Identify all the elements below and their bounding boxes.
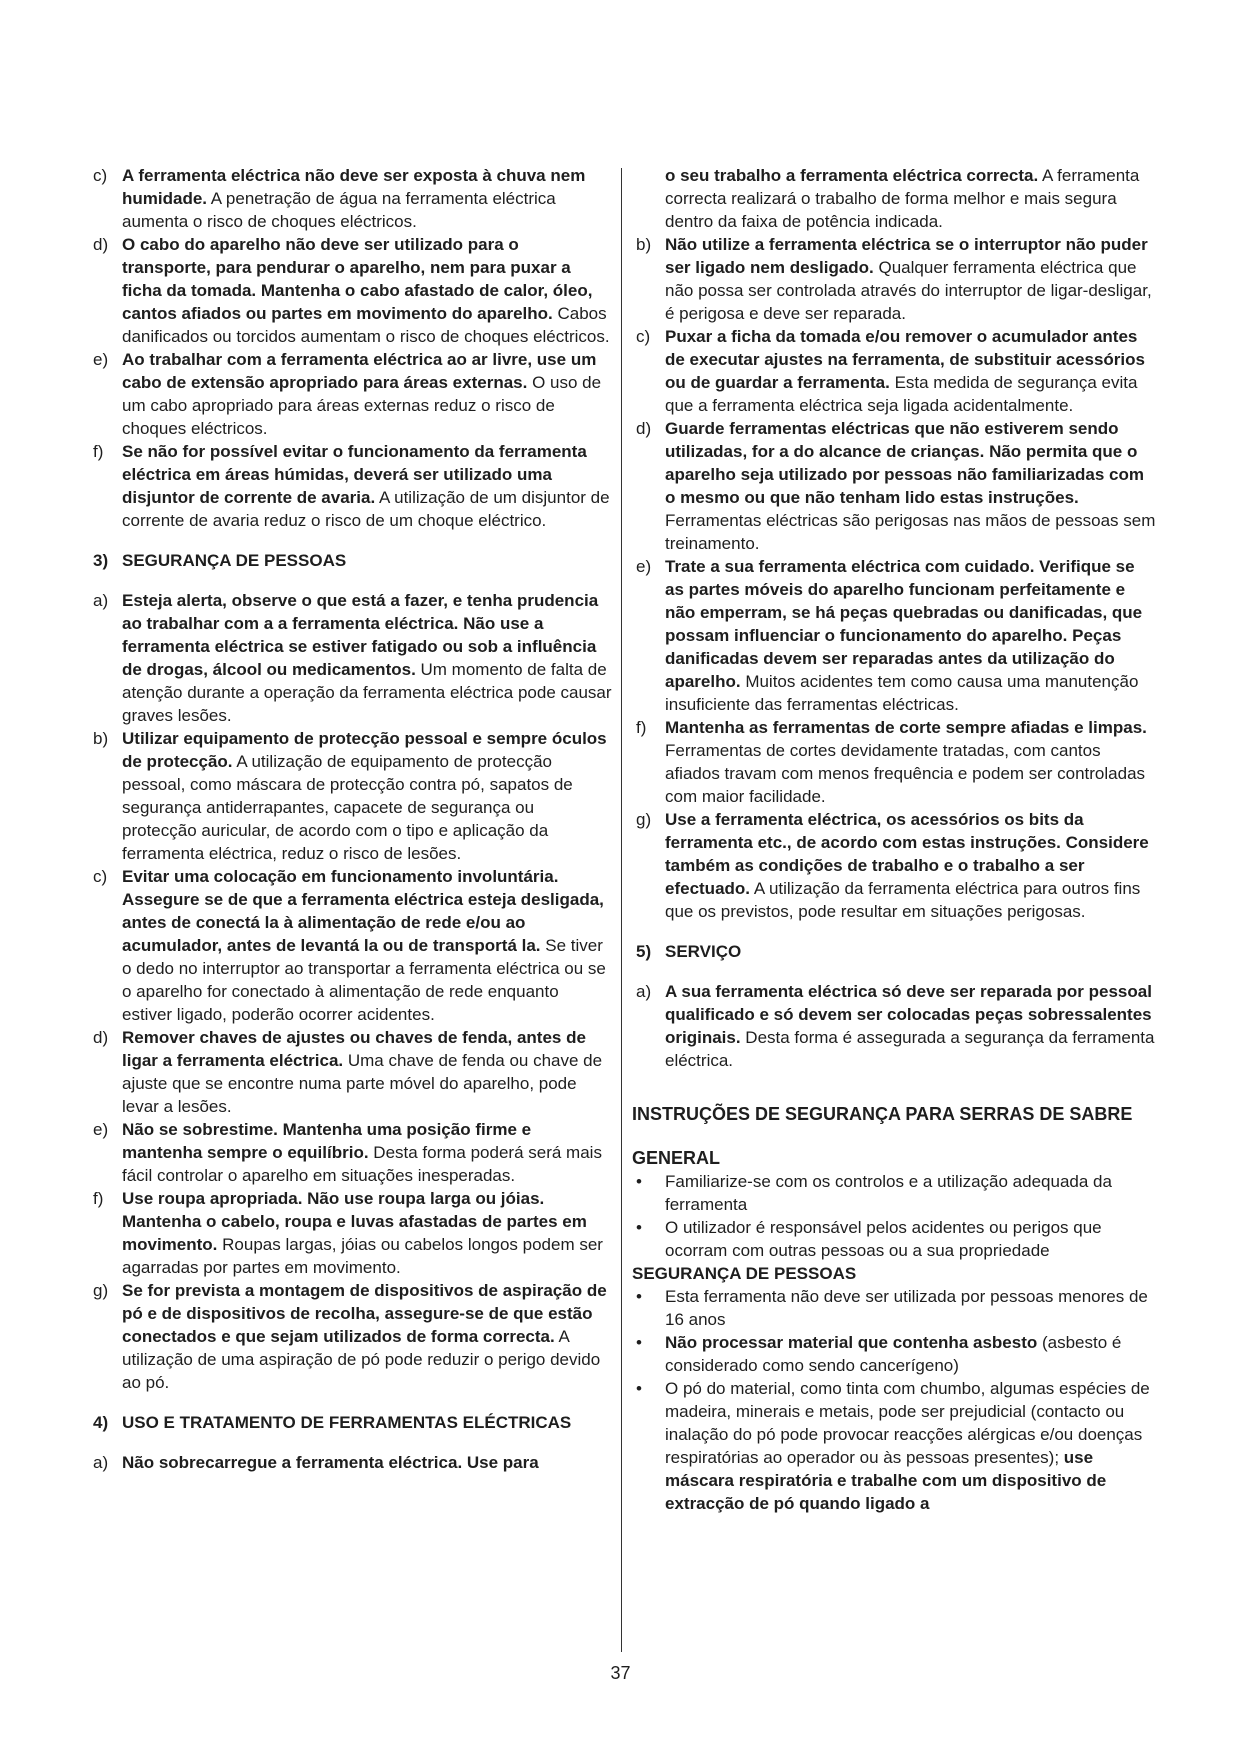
item-a-overload: a) Não sobrecarregue a ferramenta eléctrica. Use para — [93, 1453, 539, 1472]
item-g-usage: g) Use a ferramenta eléctrica, os acessórios os bits da ferramenta etc., de acordo com estas instruções. Considere também as condições de trabalho e o trabalho a ser efectuado. A utilização da ferramenta eléctrica para outros fins que os previstos, pode resultar em situações perigosas. — [636, 810, 1149, 921]
bullet-dust-material: • O pó do material, como tinta com chumbo, algumas espécies de madeira, minerais e metais, pode ser prejudicial (contacto ou inalação do pó pode provocar reacções alérgicas e/ou doenças respiratórias ao operador ou às pessoas presentes); use máscara respiratória e trabalhe com um dispositivo de extracção de pó quando ligado a — [636, 1379, 1150, 1513]
item-d-storage: d) Guarde ferramentas eléctricas que não estiverem sendo utilizadas, for a do alcance de crianças. Não permita que o aparelho seja utilizado por pessoas não familiarizadas com o mesmo ou que não tenham lido estas instruções. Ferramentas eléctricas são perigosas nas mãos de pessoas sem treinamento. — [636, 419, 1156, 553]
item-e-balance: e) Não se sobrestime. Mantenha uma posição firme e mantenha sempre o equilíbrio. Desta forma poderá será mais fácil controlar o aparelho em situações inesperadas. — [93, 1120, 602, 1185]
item-g-dust: g) Se for prevista a montagem de dispositivos de aspiração de pó e de dispositivos de recolha, assegure-se de que estão conectados e que sejam utilizados de forma correcta. A utilização de uma aspiração de pó pode reduzir o perigo devido ao pó. — [93, 1281, 607, 1392]
item-b-switch: b) Não utilize a ferramenta eléctrica se o interruptor não puder ser ligado nem desligado. Qualquer ferramenta eléctrica que não possa ser controlada através do interruptor de ligar-desligar, é perigosa e deve ser reparada. — [636, 235, 1152, 323]
bullet-familiarize: • Familiarize-se com os controlos e a utilização adequada da ferramenta — [636, 1172, 1112, 1214]
left-column — [89, 164, 612, 1474]
section-4-heading: 4) USO E TRATAMENTO DE FERRAMENTAS ELÉCTRICAS — [93, 1413, 572, 1432]
column-divider — [621, 168, 622, 1652]
sabre-saw-safety-heading: INSTRUÇÕES DE SEGURANÇA PARA SERRAS DE SABRE — [632, 1104, 1133, 1124]
bullet-asbestos: • Não processar material que contenha asbesto (asbesto é considerado como sendo cancerígeno) — [636, 1333, 1122, 1375]
item-e-care: e) Trate a sua ferramenta eléctrica com cuidado. Verifique se as partes móveis do aparelho funcionam perfeitamente e não emperram, se há peças quebradas ou danificadas, que possam influenciar o funcionamento do aparelho. Peças danificadas devem ser reparadas antes da utilização do aparelho. Muitos acidentes tem como causa uma manutenção insuficiente das ferramentas eléctricas. — [636, 557, 1143, 714]
item-c-weather: c) A ferramenta eléctrica não deve ser exposta à chuva nem humidade. A penetração de água na ferramenta eléctrica aumenta o risco de choques eléctricos. — [93, 166, 586, 231]
item-f-sharp: f) Mantenha as ferramentas de corte sempre afiadas e limpas. Ferramentas de cortes devidamente tratadas, com cantos afiados travam com menos frequência e podem ser controladas com maior facilidade. — [636, 718, 1147, 806]
general-heading: GENERAL — [632, 1148, 721, 1168]
right-column — [632, 164, 1158, 1515]
item-f-clothing: f) Use roupa apropriada. Não use roupa larga ou jóias. Mantenha o cabelo, roupa e luvas afastadas de partes em movimento. Roupas largas, jóias ou cabelos longos podem ser agarradas por partes em movimento. — [93, 1189, 603, 1277]
item-d-keys: d) Remover chaves de ajustes ou chaves de fenda, antes de ligar a ferramenta eléctrica. Uma chave de fenda ou chave de ajuste que se encontre numa parte móvel do aparelho, pode levar a lesões. — [93, 1028, 603, 1116]
people-safety-heading: SEGURANÇA DE PESSOAS — [632, 1264, 857, 1283]
bullet-age: • Esta ferramenta não deve ser utilizada por pessoas menores de 16 anos — [636, 1287, 1148, 1329]
section-5-heading: 5) SERVIÇO — [636, 942, 742, 961]
item-a-overload-continued: o seu trabalho a ferramenta eléctrica correcta. A ferramenta correcta realizará o trabalho de forma melhor e mais segura dentro da faixa de potência indicada. — [665, 166, 1140, 231]
item-d-cable: d) O cabo do aparelho não deve ser utilizado para o transporte, para pendurar o aparelho, nem para puxar a ficha da tomada. Mantenha o cabo afastado de calor, óleo, cantos afiados ou partes em movimento do aparelho. Cabos danificados ou torcidos aumentam o risco de choques eléctricos. — [93, 235, 610, 346]
page-number: 37 — [610, 1663, 631, 1683]
section-3-heading: 3) SEGURANÇA DE PESSOAS — [93, 551, 347, 570]
item-b-protection: b) Utilizar equipamento de protecção pessoal e sempre óculos de protecção. A utilização de equipamento de protecção pessoal, como máscara de protecção contra pó, sapatos de segurança antiderrapantes, capacete de segurança ou protecção auricular, de acordo com o tipo e aplicação da ferramenta eléctrica, reduz o risco de lesões. — [93, 729, 607, 863]
item-c-startup: c) Evitar uma colocação em funcionamento involuntária. Assegure se de que a ferramenta eléctrica esteja desligada, antes de conectá la à alimentação de rede e/ou ao acumulador, antes de levantá la ou de transportá la. Se tiver o dedo no interruptor ao transportar a ferramenta eléctrica ou se o aparelho for conectado à alimentação de rede enquanto estiver ligado, poderão ocorrer acidentes. — [93, 867, 606, 1024]
item-a-service: a) A sua ferramenta eléctrica só deve ser reparada por pessoal qualificado e só devem ser colocadas peças sobressalentes originais. Desta forma é assegurada a segurança da ferramenta eléctrica. — [636, 982, 1155, 1070]
item-f-humid: f) Se não for possível evitar o funcionamento da ferramenta eléctrica em áreas húmidas, deverá ser utilizado uma disjuntor de corrente de avaria. A utilização de um disjuntor de corrente de avaria reduz o risco de um choque eléctrico. — [93, 442, 610, 530]
item-a-alert: a) Esteja alerta, observe o que está a fazer, e tenha prudencia ao trabalhar com a a ferramenta eléctrica. Não use a ferramenta eléctrica se estiver fatigado ou sob a influência de drogas, álcool ou medicamentos. Um momento de falta de atenção durante a operação da ferramenta eléctrica pode causar graves lesões. — [93, 591, 612, 725]
bullet-responsible: • O utilizador é responsável pelos acidentes ou perigos que ocorram com outras pessoas ou a sua propriedade — [636, 1218, 1102, 1260]
item-c-unplug: c) Puxar a ficha da tomada e/ou remover o acumulador antes de executar ajustes na ferramenta, de substituir acessórios ou de guardar a ferramenta. Esta medida de segurança evita que a ferramenta eléctrica seja ligada acidentalmente. — [636, 327, 1145, 415]
item-e-outdoor: e) Ao trabalhar com a ferramenta eléctrica ao ar livre, use um cabo de extensão apropriado para áreas externas. O uso de um cabo apropriado para áreas externas reduz o risco de choques eléctricos. — [93, 350, 602, 438]
